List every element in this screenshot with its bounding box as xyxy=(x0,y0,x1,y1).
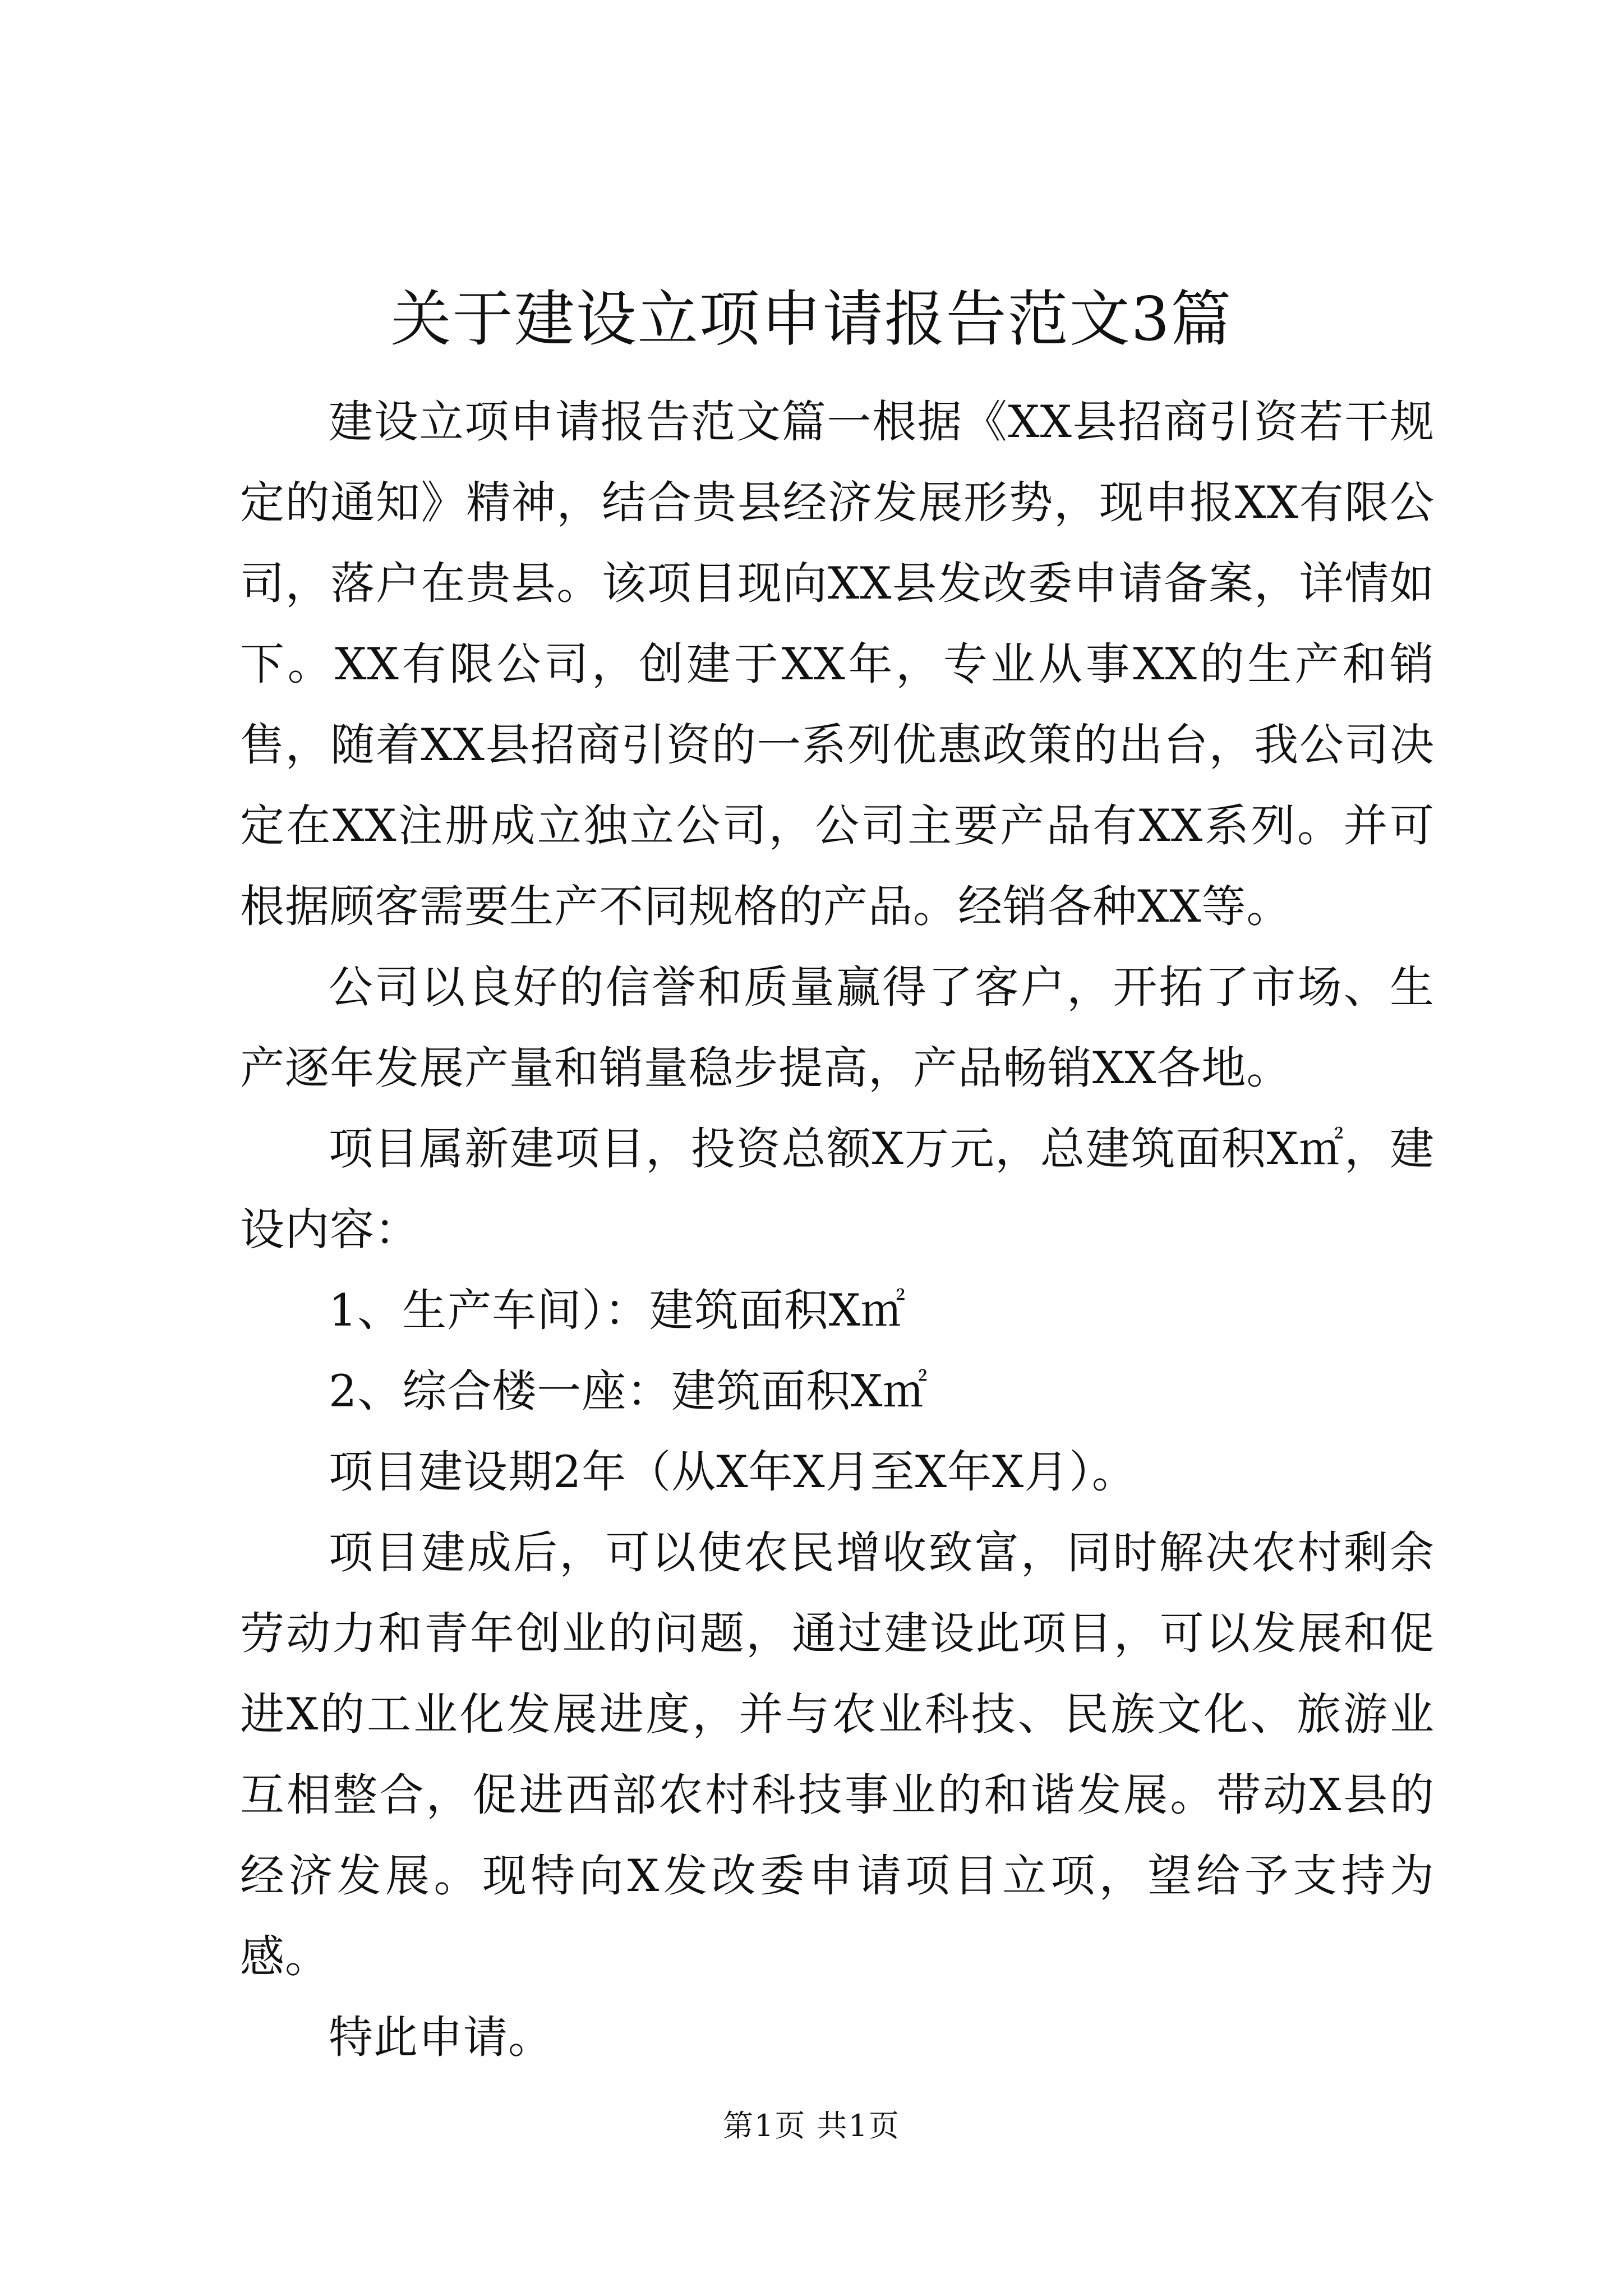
paragraph-closing: 特此申请。 xyxy=(329,2012,553,2063)
paragraph-benefits: 项目建成后，可以使农民增收致富，同时解决农村剩余劳动力和青年创业的问题，通过建设此项目，可以发展和促进X的工业化发展进度，并与农业科技、民族文化、旅游业互相整合，促进西部农村科技事业的和谐发展。带动X县的经济发展。现特向X发改委申请项目立项，望给予支持为感。 xyxy=(240,1527,1435,1982)
document-body xyxy=(240,381,1435,2078)
paragraph-item-workshop: 1、生产车间）：建筑面积X㎡ xyxy=(329,1285,906,1336)
paragraph-construction-period: 项目建设期2年（从X年X月至X年X月）。 xyxy=(329,1446,1137,1498)
paragraph-item-building: 2、综合楼一座：建筑面积X㎡ xyxy=(329,1365,928,1417)
page-footer: 第1页 共1页 xyxy=(723,2108,900,2143)
paragraph-intro: 建设立项申请报告范文篇一根据《XX县招商引资若干规定的通知》精神，结合贵县经济发展形势，现申报XX有限公司，落户在贵县。该项目现向XX县发改委申请备案，详情如下。XX有限公司，创建于XX年，专业从事XX的生产和销售，随着XX县招商引资的一系列优惠政策的出台，我公司决定在XX注册成立独立公司，公司主要产品有XX系列。并可根据顾客需要生产不同规格的产品。经销各种XX等。 xyxy=(240,396,1435,932)
paragraph-project-scope: 项目属新建项目，投资总额X万元，总建筑面积X㎡，建设内容： xyxy=(240,1123,1435,1255)
document-title: 关于建设立项申请报告范文3篇 xyxy=(390,284,1233,355)
paragraph-reputation: 公司以良好的信誉和质量赢得了客户，开拓了市场、生产逐年发展产量和销量稳步提高，产品畅销XX各地。 xyxy=(240,961,1435,1094)
